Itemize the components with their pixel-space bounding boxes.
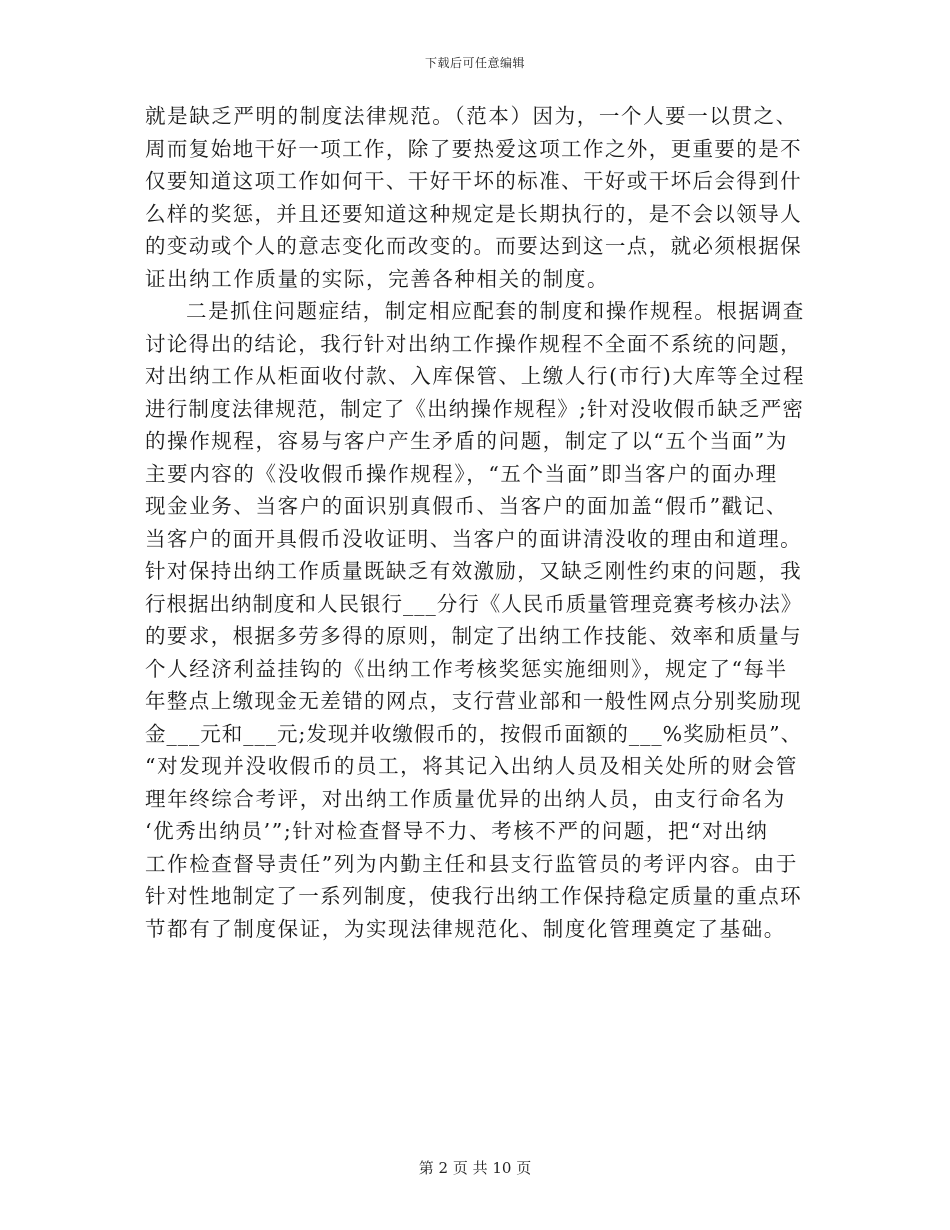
text-line: ‘优秀出纳员’”;针对检查督导不力、考核不严的问题，把“对出纳 [145,819,769,843]
text-line: 进行制度法律规范，制定了《出纳操作规程》;针对没收假币缺乏严密 [145,396,805,421]
page-header: 下载后可任意编辑 [424,56,525,70]
text-line: 当客户的面开具假币没收证明、当客户的面讲清没收的理由和道理。 [145,526,802,551]
text-line: 工作检查督导责任”列为内勤主任和县支行监管员的考评内容。由于 [145,851,798,876]
text-line: 针对保持出纳工作质量既缺乏有效激励，又缺乏刚性约束的问题，我 [145,559,802,583]
text-line: 讨论得出的结论，我行针对出纳工作操作规程不全面不系统的问题， [145,331,802,356]
text-line: 对出纳工作从柜面收付款、入库保管、上缴人行(市行)大库等全过程 [145,364,805,388]
text-line: 么样的奖惩，并且还要知道这种规定是长期执行的，是不会以领导人 [145,201,802,226]
text-line: 金___元和___元;发现并收缴假币的，按假币面额的___%奖励柜员”、 [145,721,803,746]
text-line: 的变动或个人的意志变化而改变的。而要达到这一点，就必须根据保 [145,234,802,258]
text-line: 节都有了制度保证，为实现法律规范化、制度化管理奠定了基础。 [145,916,786,941]
text-line: 主要内容的《没收假币操作规程》，“五个当面”即当客户的面办理 [145,461,778,486]
page-footer: 第 2 页 共 10 页 [418,1159,532,1177]
text-line: 证出纳工作质量的实际，完善各种相关的制度。 [145,266,610,291]
text-line: 现金业务、当客户的面识别真假币、当客户的面加盖“假币”戳记、 [145,494,788,518]
text-line: “对发现并没收假币的员工，将其记入出纳人员及相关处所的财会管 [145,754,798,778]
text-line: 的要求，根据多劳多得的原则，制定了出纳工作技能、效率和质量与 [145,624,802,648]
text-line: 周而复始地干好一项工作，除了要热爱这项工作之外，更重要的是不 [145,136,802,161]
body-text [145,100,805,945]
text-line: 的操作规程，容易与客户产生矛盾的问题，制定了以“五个当面”为 [145,429,788,453]
text-line: 年整点上缴现金无差错的网点，支行营业部和一般性网点分别奖励现 [145,689,802,713]
text-line: 理年终综合考评，对出纳工作质量优异的出纳人员，由支行命名为 [145,786,786,811]
text-line: 针对性地制定了一系列制度，使我行出纳工作保持稳定质量的重点环 [145,884,802,908]
text-line: 二是抓住问题症结，制定相应配套的制度和操作规程。根据调查 [186,299,805,323]
text-line: 个人经济利益挂钩的《出纳工作考核奖惩实施细则》，规定了“每半 [145,656,788,681]
text-line: 仅要知道这项工作如何干、干好干坏的标准、干好或干坏后会得到什 [145,169,802,193]
text-line: 就是缺乏严明的制度法律规范。（范本）因为，一个人要一以贯之、 [145,104,798,128]
text-line: 行根据出纳制度和人民银行___分行《人民币质量管理竞赛考核办法》 [145,591,803,616]
